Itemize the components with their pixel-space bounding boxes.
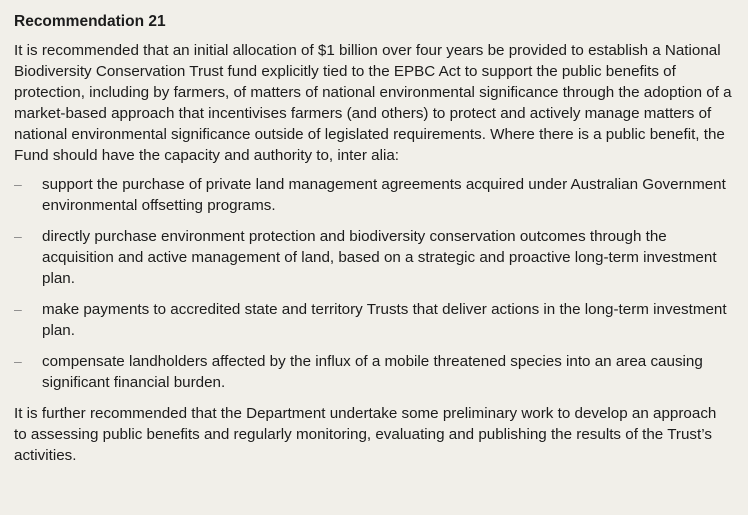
list-item-text: support the purchase of private land management agreements acquired under Australian Government environmental offsetting programs. <box>42 176 726 214</box>
intro-paragraph: It is recommended that an initial allocation of $1 billion over four years be provided to establish a National Biodiversity Conservation Trust fund explicitly tied to the EPBC Act to support the public benefits of protection, including by farmers, of matters of national environmental significance through the adoption of a market-based approach that incentivises farmers (and others) to protect and actively manage matters of national environmental significance outside of legislated requirements. Where there is a public benefit, the Fund should have the capacity and authority to, inter alia: <box>14 42 732 164</box>
list-item-text: compensate landholders affected by the influx of a mobile threatened species into an area causing significant financial burden. <box>42 353 703 391</box>
dash-marker: – <box>14 176 22 192</box>
list-item <box>14 351 732 393</box>
closing-paragraph: It is further recommended that the Department undertake some preliminary work to develop an approach to assessing public benefits and regularly monitoring, evaluating and publishing the results of the Trust’s activities. <box>14 405 717 464</box>
list-item-text: directly purchase environment protection and biodiversity conservation outcomes through the acquisition and active management of land, based on a strategic and proactive long-term investment plan. <box>42 228 717 287</box>
dash-marker: – <box>14 301 22 317</box>
dash-marker: – <box>14 353 22 369</box>
list-item-text: make payments to accredited state and territory Trusts that deliver actions in the long-term investment plan. <box>42 301 727 339</box>
list-item <box>14 226 732 289</box>
dash-marker: – <box>14 228 22 244</box>
recommendation-heading: Recommendation 21 <box>14 13 166 30</box>
list-item <box>14 174 732 216</box>
list-item <box>14 299 732 341</box>
recommendation-list <box>14 174 732 393</box>
